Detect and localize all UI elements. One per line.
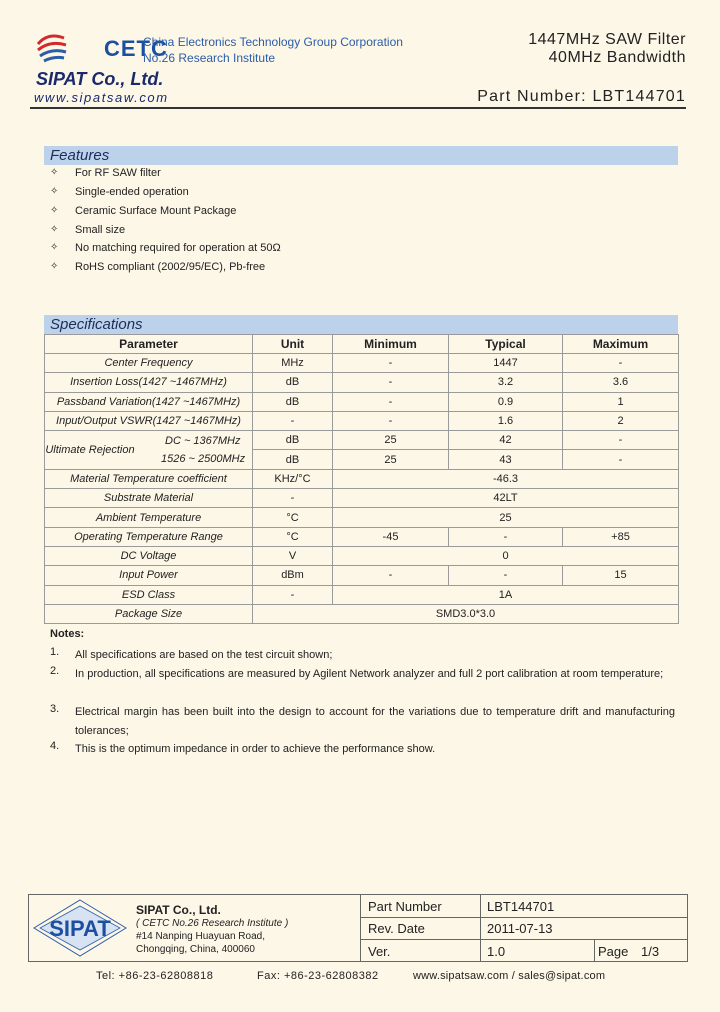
max-cell: 2	[563, 411, 679, 430]
table-row	[45, 604, 679, 623]
footer-company: SIPAT Co., Ltd.	[136, 903, 221, 917]
typ-cell: 0.9	[449, 392, 563, 411]
product-subtitle: 40MHz Bandwidth	[548, 49, 686, 66]
param-cell: Package Size	[45, 604, 253, 623]
part-number: Part Number: LBT144701	[477, 88, 686, 105]
table-row	[45, 489, 679, 508]
sipat-logo-text: SIPAT	[49, 916, 111, 941]
footer-page-label: Page	[598, 944, 629, 959]
footer-rev-label: Rev. Date	[368, 921, 425, 936]
param-cell: Input Power	[45, 566, 253, 585]
footer-address-line2: Chongqing, China, 400060	[136, 944, 255, 955]
org-institute: No.26 Research Institute	[143, 51, 276, 65]
max-cell: -	[563, 431, 679, 450]
value-cell: 42LT	[333, 489, 679, 508]
bullet-icon: ✧	[50, 186, 59, 197]
range-cell: 1526 ~ 2500MHz	[161, 453, 246, 466]
footer-page-value: 1/3	[641, 944, 660, 959]
notes-heading: Notes:	[50, 628, 85, 640]
typ-cell: 1447	[449, 354, 563, 373]
param-cell: Ultimate Rejection	[45, 443, 135, 456]
min-cell: 25	[333, 450, 449, 469]
unit-cell: °C	[253, 527, 333, 546]
min-cell: -	[333, 392, 449, 411]
table-row	[45, 527, 679, 546]
website-link[interactable]: www.sipatsaw.com	[34, 90, 169, 105]
col-header-minimum: Minimum	[333, 335, 449, 354]
max-cell: -	[563, 354, 679, 373]
footer-ver-label: Ver.	[368, 944, 391, 959]
unit-cell: dB	[253, 450, 333, 469]
param-cell: DC Voltage	[45, 546, 253, 565]
param-cell: Substrate Material	[45, 489, 253, 508]
table-row	[45, 373, 679, 392]
param-cell: Material Temperature coefficient	[45, 469, 253, 488]
unit-cell: -	[253, 411, 333, 430]
bullet-icon: ✧	[50, 167, 59, 178]
features-heading: Features	[44, 146, 678, 165]
table-row	[45, 546, 679, 565]
value-cell: SMD3.0*3.0	[253, 604, 679, 623]
bullet-icon: ✧	[50, 205, 59, 216]
footer-divider	[360, 894, 361, 962]
org-name: China Electronics Technology Group Corporation	[143, 35, 403, 49]
max-cell: 15	[563, 566, 679, 585]
bullet-icon: ✧	[50, 261, 59, 272]
min-cell: -	[333, 411, 449, 430]
min-cell: -45	[333, 527, 449, 546]
header-divider	[30, 107, 686, 109]
unit-cell: -	[253, 489, 333, 508]
typ-cell: 3.2	[449, 373, 563, 392]
unit-cell: MHz	[253, 354, 333, 373]
footer-col-divider	[594, 939, 595, 962]
table-row	[45, 354, 679, 373]
min-cell: 25	[333, 431, 449, 450]
footer-rev-value: 2011-07-13	[487, 921, 553, 936]
footer-tel: Tel: +86-23-62808818	[96, 970, 214, 982]
product-title: 1447MHz SAW Filter	[528, 31, 686, 48]
param-cell: Insertion Loss(1427 ~1467MHz)	[45, 373, 253, 392]
table-header-row	[45, 335, 679, 354]
footer-fax: Fax: +86-23-62808382	[257, 970, 379, 982]
specifications-heading: Specifications	[44, 315, 678, 334]
sipat-logo	[32, 898, 128, 958]
value-cell: 1A	[333, 585, 679, 604]
param-cell: Input/Output VSWR(1427 ~1467MHz)	[45, 411, 253, 430]
footer-col-divider	[480, 894, 481, 962]
min-cell: -	[333, 373, 449, 392]
unit-cell: °C	[253, 508, 333, 527]
param-cell: Operating Temperature Range	[45, 527, 253, 546]
unit-cell: KHz/°C	[253, 469, 333, 488]
max-cell: 3.6	[563, 373, 679, 392]
table-row	[45, 411, 679, 430]
unit-cell: dB	[253, 431, 333, 450]
min-cell: -	[333, 566, 449, 585]
cetc-logo-text: CETC	[104, 36, 168, 61]
typ-cell: -	[449, 527, 563, 546]
max-cell: -	[563, 450, 679, 469]
col-header-parameter: Parameter	[45, 335, 253, 354]
param-cell: Passband Variation(1427 ~1467MHz)	[45, 392, 253, 411]
param-cell: Ambient Temperature	[45, 508, 253, 527]
footer-part-value: LBT144701	[487, 899, 555, 914]
unit-cell: V	[253, 546, 333, 565]
param-cell: Center Frequency	[45, 354, 253, 373]
typ-cell: 42	[449, 431, 563, 450]
spec-table	[44, 334, 679, 624]
table-row	[45, 508, 679, 527]
value-cell: -46.3	[333, 469, 679, 488]
ultimate-rejection-cell	[45, 431, 253, 470]
footer-part-label: Part Number	[368, 899, 442, 914]
param-cell: ESD Class	[45, 585, 253, 604]
col-header-typical: Typical	[449, 335, 563, 354]
value-cell: 25	[333, 508, 679, 527]
footer-row-divider	[360, 939, 688, 940]
typ-cell: 43	[449, 450, 563, 469]
footer-subtitle: ( CETC No.26 Research Institute )	[136, 918, 289, 929]
bullet-icon: ✧	[50, 224, 59, 235]
unit-cell: -	[253, 585, 333, 604]
col-header-unit: Unit	[253, 335, 333, 354]
typ-cell: 1.6	[449, 411, 563, 430]
bullet-icon: ✧	[50, 242, 59, 253]
unit-cell: dBm	[253, 566, 333, 585]
range-cell: DC ~ 1367MHz	[165, 434, 241, 447]
footer-contact[interactable]: www.sipatsaw.com / sales@sipat.com	[413, 970, 606, 982]
footer-address-line1: #14 Nanping Huayuan Road,	[136, 931, 265, 942]
unit-cell: dB	[253, 392, 333, 411]
typ-cell: -	[449, 566, 563, 585]
min-cell: -	[333, 354, 449, 373]
col-header-maximum: Maximum	[563, 335, 679, 354]
footer-ver-value: 1.0	[487, 944, 506, 959]
table-row	[45, 392, 679, 411]
value-cell: 0	[333, 546, 679, 565]
max-cell: 1	[563, 392, 679, 411]
company-name: SIPAT Co., Ltd.	[36, 69, 164, 89]
footer-row-divider	[360, 917, 688, 918]
max-cell: +85	[563, 527, 679, 546]
table-row	[45, 431, 679, 450]
table-row	[45, 566, 679, 585]
table-row	[45, 469, 679, 488]
unit-cell: dB	[253, 373, 333, 392]
table-row	[45, 585, 679, 604]
